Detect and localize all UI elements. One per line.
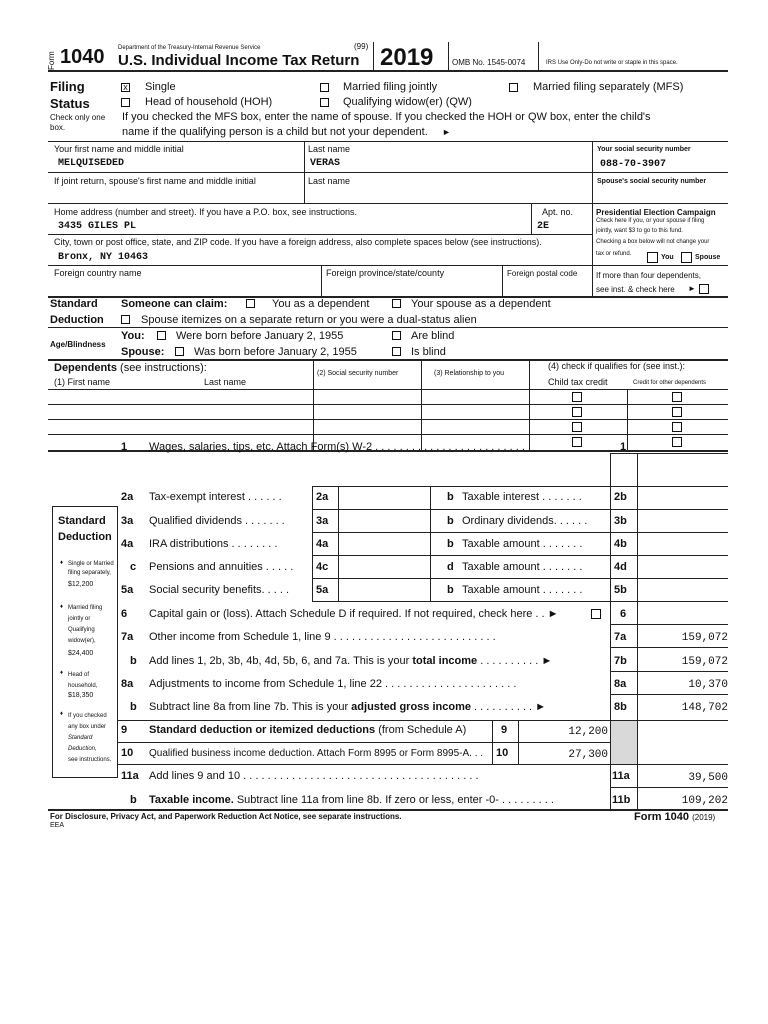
dep3-odc-checkbox[interactable] — [672, 422, 682, 432]
you-born-checkbox[interactable] — [157, 331, 166, 340]
spouse-born-checkbox[interactable] — [175, 347, 184, 356]
line-2a-num: 2a — [121, 491, 134, 503]
check-only-one: Check only one box. — [50, 113, 106, 132]
dep2-odc-checkbox[interactable] — [672, 407, 682, 417]
line-9-amount[interactable]: 12,200 — [568, 726, 608, 738]
sb1c: $12,200 — [68, 581, 94, 588]
campaign-title: Presidential Election Campaign — [596, 208, 716, 217]
dep1-ctc-checkbox[interactable] — [572, 392, 582, 402]
line-11a-box: 11a — [612, 770, 630, 782]
line-7a-num: 7a — [121, 631, 134, 643]
sb2d: widow(er), — [68, 638, 96, 644]
more-deps-checkbox[interactable] — [699, 284, 709, 294]
ssn-value[interactable]: 088-70-3907 — [600, 159, 667, 170]
line-8a-text: Adjustments to income from Schedule 1, line 22 . . . . . . . . . . . . . . . . . . . . . . — [149, 678, 517, 690]
dep2-ctc-checkbox[interactable] — [572, 407, 582, 417]
line-11b-num: b — [130, 794, 137, 806]
line-8b-num: b — [130, 701, 137, 713]
omb-number: OMB No. 1545-0074 — [452, 58, 526, 67]
spouse-label: Spouse: — [121, 346, 165, 358]
line-3b-box: 3b — [614, 515, 627, 527]
line-7b-num: b — [130, 655, 137, 667]
line-6-num: 6 — [121, 608, 128, 620]
line-8a-num: 8a — [121, 678, 134, 690]
single-label: Single — [145, 81, 176, 93]
line-6-checkbox[interactable] — [591, 609, 601, 619]
line-5a-text: Social security benefits. . . . . — [149, 584, 290, 596]
spouse-born-label: Was born before January 2, 1955 — [194, 346, 357, 358]
line-10-amount[interactable]: 27,300 — [568, 749, 608, 761]
postal-label: Foreign postal code — [507, 269, 578, 278]
spouse-first-label: If joint return, spouse's first name and middle initial — [54, 176, 256, 186]
line-4d-num: d — [447, 561, 454, 573]
line-8b-amount[interactable]: 148,702 — [681, 702, 728, 714]
mfs-checkbox[interactable] — [509, 83, 518, 92]
filing-note-1: If you checked the MFS box, enter the name of spouse. If you checked the HOH or QW box, enter the child's — [122, 111, 651, 123]
line-11b-amount[interactable]: 109,202 — [681, 795, 728, 807]
tax-year: 2019 — [380, 44, 434, 71]
line-4c-num: c — [130, 561, 137, 573]
dep-col-ctc: Child tax credit — [548, 377, 608, 387]
line-7a-text: Other income from Schedule 1, line 9 . . . . . . . . . . . . . . . . . . . . . . . . . . . — [149, 631, 496, 643]
line-4d-box: 4d — [614, 561, 627, 573]
form-title: U.S. Individual Income Tax Return — [118, 52, 360, 69]
line-3a-num: 3a — [121, 515, 134, 527]
spouse-dependent-checkbox[interactable] — [392, 299, 401, 308]
line-9-text: Standard deduction or itemized deductions (from Schedule A) — [149, 724, 467, 736]
sidebar-standard: Standard — [58, 515, 106, 527]
sb2b: jointly or — [68, 616, 91, 622]
disclosure-notice: For Disclosure, Privacy Act, and Paperwork Reduction Act Notice, see separate instructions. — [50, 812, 402, 821]
line-4a-text: IRA distributions . . . . . . . . — [149, 538, 278, 550]
qw-label: Qualifying widow(er) (QW) — [343, 96, 472, 108]
you-label: You: — [121, 330, 145, 342]
line-10-num: 10 — [121, 747, 134, 759]
dep-col-qualifies: (4) check if qualifies for (see inst.): — [548, 361, 686, 371]
line-1-num: 1 — [121, 441, 128, 453]
sb4e: see instructions. — [68, 757, 112, 763]
line-11a-amount[interactable]: 39,500 — [688, 772, 728, 784]
arrow-icon: ► — [442, 127, 451, 137]
line-5b-text: Taxable amount . . . . . . . — [462, 584, 583, 596]
dep-col-relationship: (3) Relationship to you — [434, 370, 505, 377]
you-dependent-checkbox[interactable] — [246, 299, 255, 308]
sb3b: household, — [68, 683, 98, 689]
line-4b-text: Taxable amount . . . . . . . — [462, 538, 583, 550]
you-blind-checkbox[interactable] — [392, 331, 401, 340]
campaign-line-3: Checking a box below will not change your — [596, 239, 710, 245]
line-5a-num: 5a — [121, 584, 134, 596]
campaign-spouse-label: Spouse — [695, 254, 721, 261]
irs-use-only: IRS Use Only-Do not write or staple in this space. — [546, 60, 678, 66]
department: Department of the Treasury-Internal Revenue Service — [118, 45, 261, 51]
sb1b: filing separately, — [68, 570, 111, 576]
sb4b: any box under — [68, 724, 107, 730]
spouse-itemizes-checkbox[interactable] — [121, 315, 130, 324]
campaign-you-label: You — [661, 254, 674, 261]
single-check-mark: x — [123, 82, 128, 92]
line-5b-num: b — [447, 584, 454, 596]
qw-checkbox[interactable] — [320, 98, 329, 107]
line-8a-amount[interactable]: 10,370 — [688, 679, 728, 691]
last-name-label: Last name — [308, 144, 351, 154]
mfj-label: Married filing jointly — [343, 81, 438, 93]
line-8b-text: Subtract line 8a from line 7b. This is your adjusted gross income . . . . . . . . . . ► — [149, 701, 547, 713]
sb4d: Deduction, — [68, 746, 97, 752]
line-10-text: Qualified business income deduction. Attach Form 8995 or Form 8995-A. . . — [149, 748, 484, 759]
line-8a-box: 8a — [614, 678, 627, 690]
line-10-box: 10 — [496, 747, 509, 759]
footer-form: Form 1040 (2019) — [634, 811, 716, 823]
line-4a-num: 4a — [121, 538, 134, 550]
deduction-label: Deduction — [50, 314, 104, 326]
line-4c-box: 4c — [316, 561, 329, 573]
line-4a-box: 4a — [316, 538, 329, 550]
line-7b-box: 7b — [614, 655, 627, 667]
sb4a: If you checked — [68, 713, 107, 719]
sidebar-deduction: Deduction — [58, 531, 112, 543]
campaign-line-4: tax or refund. — [596, 251, 632, 257]
line-5a-box: 5a — [316, 584, 329, 596]
apt-value[interactable]: 2E — [537, 221, 550, 232]
mfj-checkbox[interactable] — [320, 83, 329, 92]
irs-code: (99) — [354, 42, 369, 51]
someone-can-claim: Someone can claim: — [121, 298, 228, 310]
campaign-you-checkbox[interactable] — [647, 252, 658, 263]
form-number: 1040 — [60, 46, 105, 68]
sb2c: Qualifying — [68, 627, 95, 633]
more-deps-line-1: If more than four dependents, — [596, 271, 701, 280]
spouse-blind-checkbox[interactable] — [392, 347, 401, 356]
line-2b-text: Taxable interest . . . . . . . — [462, 491, 582, 503]
arrow-icon: ► — [688, 284, 696, 293]
line-3a-box: 3a — [316, 515, 329, 527]
form-word: Form — [47, 51, 56, 70]
dep-col-last: Last name — [204, 377, 247, 387]
you-blind-label: Are blind — [411, 330, 455, 342]
sb3a: Head of — [68, 672, 90, 678]
apt-label: Apt. no. — [542, 207, 574, 217]
province-label: Foreign province/state/county — [326, 268, 445, 278]
line-9-box: 9 — [501, 724, 508, 736]
line-9-num: 9 — [121, 724, 128, 736]
more-deps-line-2: see inst. & check here — [596, 285, 675, 294]
ssn-label: Your social security number — [597, 146, 691, 153]
line-4c-text: Pensions and annuities . . . . . — [149, 561, 294, 573]
line-8b-box: 8b — [614, 701, 627, 713]
line-7a-box: 7a — [614, 631, 627, 643]
line-1-box: 1 — [620, 441, 627, 453]
status-label: Status — [50, 96, 90, 111]
sb2a: Married filing — [68, 605, 103, 611]
address-value[interactable]: 3435 GILES PL — [58, 221, 137, 232]
sb2e: $24,400 — [68, 650, 94, 657]
standard-label: Standard — [50, 298, 98, 310]
dep3-ctc-checkbox[interactable] — [572, 422, 582, 432]
mfs-label: Married filing separately (MFS) — [533, 81, 684, 93]
first-name-label: Your first name and middle initial — [54, 144, 184, 154]
line-7b-amount[interactable]: 159,072 — [681, 656, 728, 668]
line-11b-text: Taxable income. Subtract line 11a from line 8b. If zero or less, enter -0- . . . . . . . . . — [149, 794, 554, 806]
line-2a-box: 2a — [316, 491, 329, 503]
sb1a: Single or Married — [68, 561, 114, 567]
first-name-value[interactable]: MELQUISEDED — [58, 158, 125, 169]
campaign-line-1: Check here if you, or your spouse if filing — [596, 218, 705, 224]
hoh-label: Head of household (HOH) — [145, 96, 273, 108]
line-4d-text: Taxable amount . . . . . . . — [462, 561, 583, 573]
line-6-text: Capital gain or (loss). Attach Schedule D if required. If not required, check here . . ► — [149, 608, 559, 620]
dep1-odc-checkbox[interactable] — [672, 392, 682, 402]
line-11b-box: 11b — [612, 794, 631, 806]
eea-label: EEA — [50, 822, 65, 829]
city-label: City, town or post office, state, and ZIP code. If you have a foreign address, also complete spaces below (see instructions). — [54, 237, 542, 247]
sb4c: Standard — [68, 735, 93, 741]
spouse-itemizes-label: Spouse itemizes on a separate return or you were a dual-status alien — [141, 314, 477, 326]
line-2a-text: Tax-exempt interest . . . . . . — [149, 491, 282, 503]
campaign-spouse-checkbox[interactable] — [681, 252, 692, 263]
hoh-checkbox[interactable] — [121, 98, 130, 107]
spouse-blind-label: Is blind — [411, 346, 446, 358]
spouse-last-label: Last name — [308, 176, 351, 186]
filing-note-2: name if the qualifying person is a child but not your dependent. — [122, 126, 428, 138]
single-checkbox[interactable] — [121, 83, 130, 92]
sb3c: $18,350 — [68, 692, 94, 699]
line-11a-text: Add lines 9 and 10 . . . . . . . . . . . . . . . . . . . . . . . . . . . . . . . . . . . . . . . — [149, 770, 479, 782]
city-value[interactable]: Bronx, NY 10463 — [58, 252, 149, 263]
line-1-text: Wages, salaries, tips, etc. Attach Form(s) W-2 . . . . . . . . . . . . . . . . . . . . . . . . . — [149, 441, 525, 453]
spouse-dependent-label: Your spouse as a dependent — [411, 298, 551, 310]
dep4-odc-checkbox[interactable] — [672, 437, 682, 447]
line-7b-text: Add lines 1, 2b, 3b, 4b, 4d, 5b, 6, and 7a. This is your total income . . . . . . . . . . ► — [149, 655, 553, 667]
dep-col-ssn: (2) Social security number — [317, 370, 399, 377]
dep-col-odc: Credit for other dependents — [633, 380, 707, 386]
line-2b-num: b — [447, 491, 454, 503]
dep4-ctc-checkbox[interactable] — [572, 437, 582, 447]
country-label: Foreign country name — [54, 268, 142, 278]
you-dependent-label: You as a dependent — [272, 298, 370, 310]
dependents-title: Dependents (see instructions): — [54, 362, 207, 374]
line-3b-num: b — [447, 515, 454, 527]
line-6-box: 6 — [620, 608, 627, 620]
line-11a-num: 11a — [121, 770, 139, 782]
line-5b-box: 5b — [614, 584, 627, 596]
last-name-value[interactable]: VERAS — [310, 158, 341, 169]
address-label: Home address (number and street). If you have a P.O. box, see instructions. — [54, 207, 357, 217]
line-4b-box: 4b — [614, 538, 627, 550]
line-4b-num: b — [447, 538, 454, 550]
spouse-ssn-label: Spouse's social security number — [597, 178, 707, 185]
dep-col-first: (1) First name — [54, 377, 111, 387]
campaign-line-2: jointly, want $3 to go to this fund. — [596, 228, 683, 234]
line-3a-text: Qualified dividends . . . . . . . — [149, 515, 285, 527]
age-blindness-label: Age/Blindness — [50, 340, 106, 349]
line-3b-text: Ordinary dividends. . . . . . — [462, 515, 588, 527]
you-born-label: Were born before January 2, 1955 — [176, 330, 344, 342]
line-7a-amount[interactable]: 159,072 — [681, 632, 728, 644]
line-2b-box: 2b — [614, 491, 627, 503]
filing-label: Filing — [50, 79, 85, 94]
